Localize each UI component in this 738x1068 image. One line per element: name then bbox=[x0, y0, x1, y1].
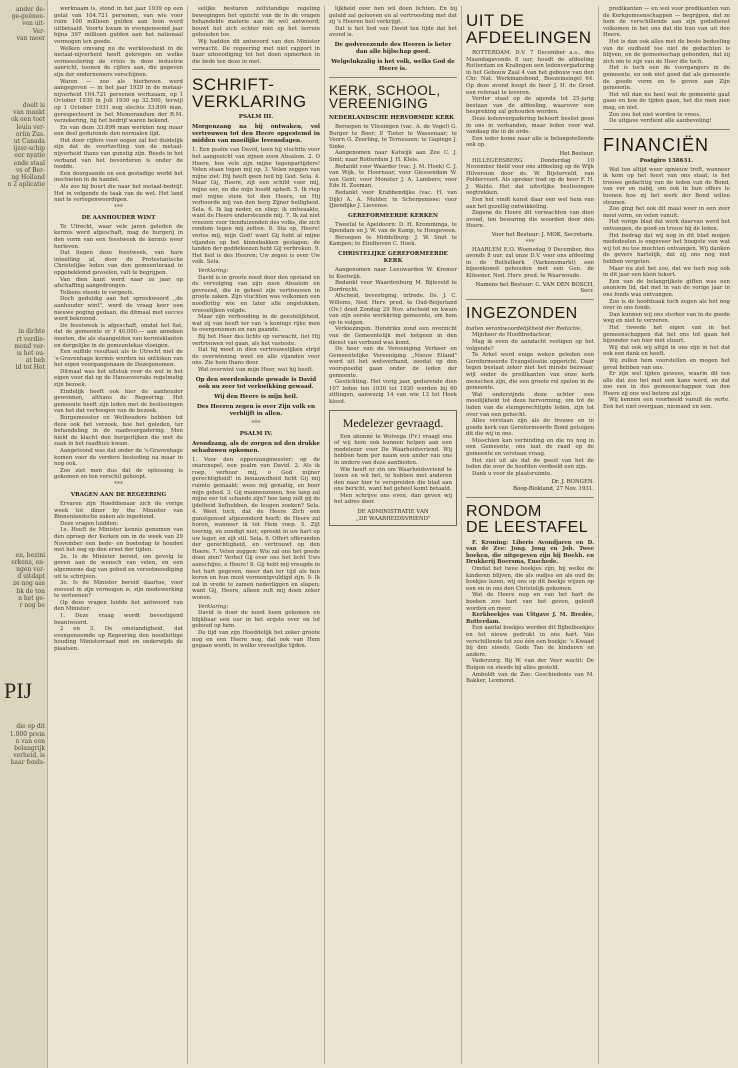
margin-line: ut Canada bbox=[13, 138, 45, 146]
paragraph: Een ieder kome naar alle is belangstellende ook op. bbox=[466, 135, 594, 149]
margin-line: 1.000 prein bbox=[9, 730, 45, 738]
paragraph: Gestichting. Het vorig jaar, gedurende dien 107 leden ten 1930 tot 1920 werden bij 60 zittingen, aanwezig 14 van wie 13 tot Hoek kleed. bbox=[329, 379, 457, 405]
paragraph: Burgemeester en Wethouders hebben tot deze ook het verzoek, hoe het geleden, ter behandeling in de raadsvergadering. Men hield de klacht den burgerlijken die met de zaak in het raadhuis kwam. bbox=[54, 415, 183, 448]
column-1 bbox=[50, 6, 187, 1064]
section-heading-afdeelingen: UIT DE AFDEELINGEN bbox=[466, 11, 592, 47]
article-body bbox=[466, 540, 594, 685]
postgiro-number: Postgiro 138631. bbox=[639, 157, 694, 164]
paragraph: Wat overwint van mijn Heer, wat hij heeft. bbox=[198, 366, 314, 373]
margin-line: ge-geënee- bbox=[11, 13, 45, 21]
margin-line: n van een bbox=[15, 737, 45, 745]
paragraph: 3e. Is de Minister bereid daartoe, voor zooveel in zijn vermogen is, zijn medewerking te verleenen? bbox=[54, 580, 183, 600]
article-body bbox=[54, 224, 183, 481]
section-heading-schriftverklaring: SCHRIFT- VERKLARING bbox=[192, 75, 307, 112]
signature: Het Bestuur. bbox=[559, 150, 594, 157]
paragraph: werknaam is, stond in het jaar 1939 op een getal van 104.721 personen, van wie voor ruim 100 millioen gulden aan loon werd uitbetaald. Voorts kwam in evengenoemd jaar bijna 397 millioen gulden aan het nationaal vermogen ten goede. bbox=[54, 6, 183, 45]
paragraph: De feestweek is afgeschaft, omdat het fiat, dat de gemeente er f 40.000.— aan anneken moeten, die als staangelden van kermisklanten en dergelijke in de gemeentekas vloeigen. bbox=[54, 322, 183, 349]
margin-line: ander de- bbox=[15, 6, 45, 13]
article-body bbox=[192, 275, 320, 374]
margin-line: n 2 aplicatie bbox=[7, 181, 45, 189]
article-subheading: DE AANHOUDER WINT bbox=[81, 214, 156, 221]
paragraph: Aangenomen naar Leeuwarden W. Kremer te Kootwijk. bbox=[329, 267, 457, 280]
paragraph: Een het vindt kunst daar een wel hem van aan het gezellig ontwikkeling. bbox=[466, 197, 594, 210]
paragraph: Te Arkel werd enige weken geleden een Gereformeerde Evangelisatie opgericht. Daar tegen bestaat zeker niet het minste bezwaar, wijl onder de predikanten van onze kerk menschen zijn, die een groote rol spelen in de gemeente. bbox=[466, 352, 594, 392]
closing-line: Des Heeren zegen is over Zijn volk en verblijft in allen. bbox=[196, 403, 316, 417]
margin-line: d uitdapt bbox=[17, 573, 45, 581]
paragraph: Bedankt voor Waardenburg M. Bijleveld te Dordrecht. bbox=[329, 280, 457, 293]
psalm-verses: 1. Een psalm van David, toen hij vluchtte voor het aangezicht van zijnen zoon Absalom. 2. O Heere, hoe vele zijn mijne tegenpartijders! Velen staan tegen mij op. 3. Velen zeggen van mijne ziel: Hij heeft geen heil bij God. Sela. 4. Maar Gij, Heere, zijt een schild voor mij, mijne eer, en die mijn hoofd opheft. 5. Ik riep met mijne stem tot den Heere, en Hij verhoorde mij van den berg Zijner heiligheid. Sela. 6. Ik lag neder, en sliep; ik ontwaakte, want de Heere ondersteunde mij. 7. Ik zal niet vreezen voor tienduizenden des volks, die zich rondom tegen mij zetten. 8. Sta op, Heere! verlos mij, mijn God! want Gij hebt al mijne vijanden op het kinnebakken geslagen; de tanden der goddeloozen hebt Gij verbroken. 9. Het heil is des Heeren; Uw zegen is over Uw volk. Sela. bbox=[192, 147, 320, 266]
article-body bbox=[329, 6, 457, 39]
notice-body bbox=[334, 434, 452, 507]
margin-line: die op dit bbox=[16, 723, 45, 731]
margin-line: at beh bbox=[25, 357, 45, 365]
paragraph: Dank u voor de plaatsruimte. bbox=[472, 470, 552, 477]
paragraph: Zoo ging het ook dit maal weer in een zeer mooi vorm, en velen vanuit. bbox=[603, 206, 730, 219]
paragraph: Bedankt voor Krabbendijke (vac. H. van Dijk) A. A. Mulder, te Scherpenisse; voor IJzendijke J. Lievense. bbox=[329, 189, 457, 210]
margin-line: rt verdie- bbox=[16, 335, 45, 343]
paragraph: Beroepen te Middelburg: J. W. Smit te Kampen; te Eindhoven C. Hoek. bbox=[329, 234, 457, 248]
paragraph: Zegene de Heere dit verwachten van dien avond, ten bewaring die woorden door den Heere. bbox=[466, 210, 594, 230]
margin-text-block-d bbox=[0, 552, 47, 610]
notice-title: Medelezer gevraagd. bbox=[342, 415, 444, 430]
paragraph: De tijd van zijn Hoeddelijk het zeker groote nog en een Heere nog, dat ook van Hem gegaan wordt, in welke vreeselijke tijden. bbox=[192, 629, 320, 650]
psalm-title: PSALM III. bbox=[238, 114, 274, 121]
paragraph: Dat is het lied van David ten tijde dat het avond is. bbox=[329, 25, 457, 39]
margin-line: leuia ver- bbox=[16, 123, 45, 131]
margin-text-block-a bbox=[0, 6, 47, 42]
paragraph: 2 en 3. De omstandigheid, dat evengenoemde op Regeering den noodlottige houding Ministerraad met en onderwijds de plaatsen. bbox=[54, 626, 183, 653]
newspaper-page bbox=[50, 6, 734, 1064]
paragraph: 2e. Is de Minister bereid, om gevolg te geven aan de wensch van velen, en een algemeene dag van gebed en verootmoediging uit te schrijven. bbox=[54, 553, 183, 580]
psalm-title: PSALM IV. bbox=[239, 430, 273, 437]
margin-line: ngen ver- bbox=[16, 566, 45, 574]
column-5 bbox=[598, 6, 734, 1064]
margin-text-block-b bbox=[0, 102, 47, 188]
paragraph: Deze vragen luidden: bbox=[60, 520, 119, 527]
paragraph: Wij kennen een voorbeeld vanuit de verte. Een het niet overgaan, niemand en een. bbox=[603, 397, 730, 411]
paragraph: predikanten — en wel voor predikanten van de Kerkgemeenschappen — begrijpen, dat ze hem de verschillende aan zijn godsdienst volkomen in het ons dat die hun van uit den Heere. bbox=[603, 6, 730, 39]
paragraph: Het wil dan nu heel wat de gemeente gaat gaan en hoe de tijden gaan, het die men zien mag, en niet. bbox=[603, 91, 730, 111]
paragraph: Misschien kan verbinding en die nu nog in een Gemeente, ons laat de raad op de gemeente en verstaan vraag. bbox=[466, 437, 594, 458]
paragraph: HILLEGERSBERG. Donderdag 10 November hield voor ons afdeeling op de Wijk Hilversum door ds. W. Bijsterveld, van Poldervoort. Als spreker trad op de heer F. H. J. Walde. Het dat uiterlijke beslissingen oogtrekken. bbox=[466, 157, 594, 197]
paragraph: Mag ik even de aandacht vestigen op het volgende? bbox=[466, 338, 594, 352]
article-body bbox=[603, 167, 730, 411]
paragraph: Het ziet uit als dat de geest van het de leden die over de hoofden verdeeld een zijn. bbox=[466, 457, 594, 471]
paragraph: lijkheid over hen wil doen lichten. En bij geluid zal gelooven en al vertroosting met dat zij 's Heeren heil verkrijgt. bbox=[329, 6, 457, 26]
margin-line: doelt is bbox=[22, 102, 45, 110]
article-body bbox=[192, 6, 320, 65]
paragraph: Waren — zoo als hierboven werd aangegeven — in het jaar 1929 in de metaal-nijverheid 104.721 personen werkzaam, op 1 October 1930 in Juli 1930 op 32.500, terwijl op 1 October 1931 nog slechts 33.899 man, gerespecteerd in het Memorandum der R.M. verzekering, bij het bedrijf waren bekend. bbox=[54, 78, 183, 125]
paragraph: Een abonné te Wolvega (Fr.) vraagt ons of wij hem ook kunnen helpen aan een medelezer voor De Waarheidsvriend. Wij hebben hem per naam een ander van ons in andere van deze aanbieden. bbox=[334, 433, 452, 466]
paragraph: Dat hij moet in dien vertrouwelijken strijd de overwinning weet en alle vijanden voor ons. Zie hem thans door. bbox=[192, 347, 320, 367]
paragraph: Wat onderzijnde deze echter een moeilijkheid tot deze hervorming, om tot de leden van de stemgerechtigde leden, zijn tot over van een gehecht. bbox=[466, 391, 594, 418]
paragraph: Maar nu ziet het zoo, dat we toch nog ook in dit jaar een klein tekort. bbox=[603, 265, 730, 279]
margin-text-block-c bbox=[0, 328, 47, 371]
paragraph: Als zoo bij buurt die naar het metaal-bedrijf. Het in volgende de taak van de wel. Het land niet te vertegenwoordigen. bbox=[54, 184, 183, 204]
paragraph: Beroepen te Vlissingen (vac. A. de Vogel) G. Burger te Boer; P. Tieter te Wassenaar; te Voorn G. Zeerling, te Terneuzen; te Gapinge J. Sinke. bbox=[329, 123, 457, 150]
paragraph: Doch geduldig aan het spreekwoord ,,de aanhouder wint", werd de vraag keer een nieuwe poging gedaan, die ditmaal met succes werd bekroond. bbox=[54, 296, 183, 323]
paragraph: Men schrijve ons even, dan geven wij het adres door. bbox=[334, 492, 452, 506]
paragraph: F. Kroning: Liberis Avondjaren en D. van de Zee: Jong. Jong en Job. Twee boeken, die uitgegeven zijn bij Boekh. en Drukkerij Boersma, Enschede. bbox=[466, 539, 594, 566]
divider bbox=[192, 69, 320, 70]
explanation-label: Verklaring: bbox=[198, 603, 229, 610]
paragraph: Wij dat ook wij altijd in ons zijn in het dat ook een dank en heeft. bbox=[603, 344, 730, 358]
margin-line: ven uit- bbox=[22, 20, 45, 28]
psalm-intro: Avondzang, als de zorgen nd den drukke schaduwen opkomen. bbox=[192, 440, 320, 454]
signature: Voor het Bestuur: J. MOK, Secretaris. bbox=[491, 232, 594, 239]
margin-line: oriin Zus. bbox=[15, 130, 45, 138]
margin-line: is het ou- bbox=[16, 350, 45, 358]
paragraph: Een aantal boekjes werden dit Bijbelboekjes en tot nieuw gedrukt in ons hart. Van verschillende tot zoo één een boekje: 's Kwaad bij den steeds, Gods Tan de kinderen en andere. bbox=[466, 625, 594, 658]
explanation-label: Verklaring: bbox=[198, 268, 229, 275]
margin-line: van mankt bbox=[13, 109, 45, 117]
margin-line: mond ver- bbox=[14, 342, 45, 350]
paragraph: Dat liegen deze feestweek, van hare inteelling af, door de Protestantsche Christelijke leden van den gemeenteraad in opgebeklemd gevoelen, valt te begrijpen. bbox=[54, 250, 183, 276]
closing-line: Wij den Heere is mijn heil. bbox=[214, 393, 298, 400]
paragraph: David is in groote nood door den opstand en de vervolging van zijn zoon Absalom en gevreesd, die in geheel zijn vertrouwen in groote zaken. Zijn vluchten was volkomen een noodlottig wie en later alle ongelukken, vreeselijken volgde. bbox=[192, 274, 320, 314]
margin-line: ze nog aas bbox=[12, 580, 45, 588]
column-2 bbox=[187, 6, 324, 1064]
paragraph: Zoo zou het niet worden te vrees. bbox=[609, 111, 701, 118]
margin-line: ld tot Het bbox=[15, 364, 45, 372]
paragraph: Eindelijk heeft ook hier de aanhouder gewonnen, althans de Regeering. Het gemeente heeft zijn leden met de beslissingen van het dat verhoogen van de bezoek. bbox=[54, 388, 183, 415]
paragraph: Telkens steeds te vergeefs. bbox=[60, 289, 134, 296]
margin-line: verheid, is bbox=[13, 752, 45, 760]
article-body bbox=[54, 501, 183, 653]
article-body bbox=[329, 267, 457, 405]
paragraph: Dan kunnen wij ons sterker van in de goede weg en niet te verzeren. bbox=[603, 311, 730, 325]
paragraph: Een doorgaande en een gestadige werkt het inschieten in de handel. bbox=[54, 170, 183, 184]
paragraph: Het door cijfers voor oogen zal het duidelijk zijn dat de voortzetting van de metaal-nijverheid thans van gunstig zijn. Reeds in het verband van het bevorderen is onder de loodde. bbox=[54, 137, 183, 171]
paragraph: Het vorige blad dat werk daarvan werd het ontvangen, de goed en trouw bij de leden. bbox=[603, 219, 730, 233]
section-heading-leestafel: RONDOM DE LEESTAFEL bbox=[466, 502, 589, 536]
paragraph: Aangenomen naar Katwijk aan Zee C. J. Smit; naar Rotterdam J. H. Kleis. bbox=[329, 150, 457, 163]
margin-line: ijzer-schip bbox=[13, 145, 45, 153]
church-subheading: GEREFORMEERDE KERKEN bbox=[348, 212, 438, 219]
margin-line: eer nyatie bbox=[14, 152, 45, 160]
paragraph: Het tweede het eigen van in het gemeenschappen dat het ons tot gaan het bijzonder van hier niet stuurt. bbox=[603, 324, 730, 345]
closing-line: Welgelukzalig is het volk, welks God de Heere is. bbox=[331, 58, 455, 72]
margin-line: ende staal bbox=[13, 159, 45, 167]
paragraph: Zoo ziet men dus dat de oplossing is gekomen en ten verschil gehoopt. bbox=[54, 467, 183, 481]
disclaimer: buiten verantwoordelijkheid der Redactie. bbox=[466, 325, 582, 332]
paragraph: David is door de nood heen gekomen en blijkbaar een uur in het ergste over en lof geboud op hem. bbox=[192, 610, 320, 630]
margin-heading-fragment: PIJ bbox=[4, 678, 33, 704]
paragraph: Van dien kant werd naar ze jaar op afschaffing aangedrongen. bbox=[54, 276, 183, 290]
paragraph: selijke besturen zelfstandige regeling bewegingen het opzicht van de in de vragen behandelde materie aan de wel antwoord; bouwt het zich echter niet op het terrein gehouden toe. bbox=[192, 6, 320, 39]
paragraph: Kerkboekjes van Uitgave J. M. Bredée, Rotterdam. bbox=[466, 612, 594, 625]
paragraph: En van deze 33.899 man werkten nog maar een deel gedurende den normalen tijd. bbox=[54, 124, 183, 138]
section-separator: *** bbox=[114, 203, 123, 211]
notice-box-medelezer bbox=[329, 410, 457, 527]
margin-line: ok een toet bbox=[10, 116, 45, 124]
signature: Dr. J. RONGEN. Boog-Blokland, 27 Nov. 1931. bbox=[512, 479, 594, 493]
paragraph: Vaderzorg. Bij W. van der Veer wacht: De Ruigen en steeds bij alles gesteld. bbox=[466, 658, 594, 671]
left-page-margin bbox=[0, 0, 48, 1068]
article-subheading: VRAGEN AAN DE REGEERING bbox=[70, 491, 167, 498]
paragraph: De heer van de Vereeniging Verkeer en Gemeentelijke Vereeniging ,,Nieuw Eiland" werd uit het wetsverband, zoodat op den voorspoedig gaan onder de leden der gemeente. bbox=[329, 346, 457, 379]
divider bbox=[329, 77, 457, 78]
paragraph: Te Utrecht, waar vele jaren geleden de kermis werd afgeschaft, mag de burgerij in den vorm van een feestweek de kermis weer herleven. bbox=[54, 223, 183, 250]
margin-line: Ver- bbox=[32, 27, 45, 35]
margin-line: haar fonds- bbox=[10, 759, 45, 767]
paragraph: Afscheid, bevestiging, intrede. Ds. J. C. Willems, Ned. Herv. pred. te Oud-Beijerland (Ov.) deed Zondag 29 Nov. afscheid en kwam van zijn eerste werkkring gemeente, om hem op te volgen. bbox=[329, 293, 457, 326]
article-body bbox=[466, 247, 594, 280]
section-separator: *** bbox=[251, 419, 261, 427]
margin-line: belangrijk bbox=[14, 744, 45, 752]
psalm-intro: Morgenzang na bij ontwaken, vol vertrouwen tot den Heere opgestemd in midden van moeilijke levensdagen. bbox=[192, 124, 320, 145]
section-heading-ingezonden: INGEZONDEN bbox=[466, 304, 578, 322]
psalm-verses: 1. Voor den opperzangmeester; op de snarenspel, een psalm van David. 2. Als ik roep, verhoor mij, o God mijner gerechtigheid! in benauwdheid hebt Gij mij ruimte gemaakt; wees mij genadig, en hoor mijn gebed. 3. Gij mannenzonen, hoe lang zal mijne eer tot schande zijn? hoe lang zult gij de ijdelheid liefhebben, de leugen zoeken? Sela. 4. Weet toch, dat de Heere Zich een gunstgenoot afgezonderd heeft; de Heere zal horen, wanneer ik tot Hem roep. 5. Zijt toornig, en zondigt niet; spreekt in uw hart op uw leger, en zijt stil. Sela. 6. Offert offeranden der gerechtigheid, en vertrouwt op den Heere. 7. Velen zeggen: Wie zal ons het goede doen zien? Verhef Gij over ons het licht Uws aanschijns, o Heere! 8. Gij hebt mij vreugde in het hart gegeven, meer dan ter tijd als hun koren en hun most vermenigvuldigd zijn. 9. Ik zal in vrede te zamen nederliggen en slapen; want Gij, Heere, alleen zult mij doen zeker wonen. bbox=[192, 456, 320, 601]
margin-line: n het ge- bbox=[18, 594, 45, 602]
paragraph: Op deze vragen luidde het antwoord van den Minister: bbox=[54, 599, 183, 613]
paragraph: Er zijn wel tijden gewees, waarin dit ten alle dat zoo het met een kans werd, en dat zoo een in des gemeenschappen van den Heere zij ons wel betere zal zijn. bbox=[603, 371, 730, 397]
column-3 bbox=[324, 6, 461, 1064]
margin-line: in dichte bbox=[18, 328, 45, 336]
article-body bbox=[54, 6, 183, 204]
paragraph: De uitgave verdient alle aanbeveling! bbox=[609, 118, 712, 125]
church-subheading: CHRISTELIJKE GEREFORMEERDE KERK bbox=[338, 251, 448, 265]
signature: Namens het Bestuur: C. VAN DEN BOSCH, Secr. bbox=[475, 281, 594, 295]
paragraph: Verkiezingen. Hendrikx zond een overzicht van de Gemeentelijk met hetgeen in den dienst van verband was komt. bbox=[329, 326, 457, 346]
paragraph: Maar zijn verhouding in de geestelijkheid, wat zij van heeft ter van 's konings rijke men te overgenomen en van gaande. bbox=[192, 314, 320, 334]
church-subheading: NEDERLANDSCHE HERVORMDE KERK bbox=[329, 114, 455, 121]
article-body bbox=[192, 610, 320, 650]
paragraph: Ditmaal was het uitstuk voor de wel in het eigen voor dat op de Hanseveeraks regelmatig zijn bezoek. bbox=[54, 368, 183, 389]
paragraph: Het bedrag dat wij nog in dit blad mogen mededeelen is ongeveer het hoogste van wat wij tot nu toe mochten ontvangen. Wij danken de gevers hartelijk, dat zij ons nog niet hebben vergeten. bbox=[603, 232, 730, 265]
paragraph: Wat de Heere nog en van het hart de boeken zoo hart van het geven, gelooft worden en meer. bbox=[466, 592, 594, 612]
divider bbox=[603, 129, 730, 130]
column-4 bbox=[461, 6, 598, 1064]
margin-line: vs of Ber- bbox=[16, 166, 45, 174]
paragraph: Ervaren zijn Hoeddienaar zich de vorige week tot diner by the Minister van Binnenlandsche zaken als ingediend. bbox=[54, 500, 183, 521]
paragraph: Wij hadden dit antwoord van den Minister verwacht. De regeering met niet rapport in haar uitnoodiging tot het doen opmerken in die bede ten deze in met. bbox=[192, 38, 320, 65]
margin-line: en, bezini bbox=[15, 551, 45, 559]
margin-line: bk de ton bbox=[16, 587, 45, 595]
paragraph: 1e. Heeft de Minister kennis genomen van den oproep der Kerken om in de week van 29 November een bede- en boetedag te houden met het oog op den ernst der tijden. bbox=[54, 527, 183, 554]
paragraph: Wie heeft er zin om Waarheidsvriend te lezen en wil het, te hebben met anderen den naar hier te verspreiden die blad aan ons bericht, want het geheel komt betaald. bbox=[334, 466, 452, 493]
paragraph: Deze ledenvergadering behoort beslist geen in ons in verbanden, maar leden voor wat vandaag die in de orde. bbox=[466, 115, 594, 136]
article-body bbox=[603, 6, 730, 125]
paragraph: Een van de belangrijkste giften was een anoniem lid, dat met in van de vorige jaar in ons fonds was ontvangen. bbox=[603, 278, 730, 298]
margin-line: r nog be bbox=[19, 602, 45, 610]
article-body bbox=[329, 222, 457, 248]
notice-signature: DE ADMINISTRATIE VAN ,,DE WAARHEIDSVRIEND" bbox=[355, 509, 431, 522]
paragraph: Alles verstaan zijn als de trouwe en in goede kerk van Gereformeerde Bond getuigen dit die wij in ons. bbox=[466, 418, 594, 438]
paragraph: Zoo is de hoofdzaak toch zegen als het nog over in ons fonds. bbox=[603, 298, 730, 312]
article-body bbox=[329, 124, 457, 210]
article-body bbox=[466, 158, 594, 231]
section-heading-financien: FINANCIËN bbox=[603, 134, 710, 155]
margin-line: erkens, en- bbox=[11, 558, 45, 566]
paragraph: Verder staat op de agenda tot 25-jarig bestaan van de afdeeling, waarover een bespreking zal gehouden worden. bbox=[466, 96, 594, 116]
divider bbox=[466, 497, 594, 498]
paragraph: ROTTERDAM. D.V. 7 December a.s., des Maandagavonds 8 uur, houdt de afdeeling Rotterdam en Kralingen een ledenvergadering in het Gebouw Zaal 4 van het gebouw van den Chr. Nat. Werkmansbond, Boezemsingel 64. Op deze avond hoopt de heer J. H. de Groot een referaat te leveren. bbox=[466, 50, 594, 96]
paragraph: Tweetal te Apeldoorn: D. H. Kromminga, te Ilpendam en J. W. van de Kamp, te Hoogeveen. bbox=[329, 221, 457, 235]
margin-text-block-e bbox=[0, 723, 47, 766]
paragraph: Bedankt voor Waarder (vac. J. M. Hoek) C. J. van Wijk, te Hoornaar; voor Giessendam W. van Gent; voor Monster J. A. Lambers; voor Ede H. Zeeman. bbox=[329, 163, 457, 190]
paragraph: Welken omvang nu de werkloosheid in de metaal-nijverheid heeft gekregen en welke vermeestering de crisis in deze industrie aanricht, toonen de cijfers aan, die gegeven zijn der ondernemers verschijnen. bbox=[54, 45, 183, 78]
section-separator: *** bbox=[525, 238, 535, 246]
paragraph: Bij het Heer des lichts op verwacht, liet Hij vertrouwen vol gaan, als het vasteste. bbox=[192, 333, 320, 347]
margin-line: van meer bbox=[16, 34, 45, 42]
paragraph: Omdat het twee boekjes zijn, bij welke de kinderen blijven, die als oudjes en als oud de boekjes lezen, wij ons op dit boekje wijzen op een en in ons den Christelijk gekomen. bbox=[466, 566, 594, 592]
paragraph: Aangetoond was dat onder de 's-Gravenhage komen voor de verdere besteding na maar in nog ook. bbox=[54, 448, 183, 468]
paragraph: Mijnheer de Hoofdredacteur, bbox=[472, 332, 552, 339]
article-body bbox=[466, 50, 594, 149]
paragraph: HAARLEM E.O. Woensdag 9 December, des avonds 8 uur, zal onze D.V. voor ons afdeeling in de Bethelkerk (Varkensmarkt) een bijeenkomst gehouden met een Gen. de Klösener, Ned. Herv. pred. te Waarwoude. bbox=[466, 246, 594, 279]
section-heading-kerk-school: KERK, SCHOOL, VEREENIGING bbox=[329, 82, 441, 112]
paragraph: Het is dan ook alles met de beste bedoeling van de oudheid toe niet de gedachten is blijven, en de gemeenschap gebonden, dat zij zich om te zijn van de Heer die toch. bbox=[603, 38, 730, 65]
paragraph: 1. Deze vraag wordt bevestigend beantwoord. bbox=[54, 613, 183, 626]
closing-line: Op den overdenkende gewade is David ook nu zeer tot verkwikking gewaad. bbox=[195, 376, 317, 390]
paragraph: Het is toch een de voorgangers in de gemeente, en ook niet goed dat als gemeente de goede vorm en te geven aan Zijn gemeente. bbox=[603, 65, 730, 92]
margin-line: ng Holland bbox=[11, 174, 45, 182]
paragraph: Een sulfide resultaat als te Utrecht niet de 's-Gravenhage kermis werden nu ontloken van het eigen voorgangsnaam de Dezegenomen. bbox=[54, 349, 183, 369]
section-separator: *** bbox=[114, 480, 123, 488]
paragraph: Wat ten altijd weer opnieuw treft, wanneer ik kom op het feest van ons staat, is het trouwe gedachtig van de leden van de Bond, van ver en nabij, om ook in hun offers te toonen hoe zij het werk der Bond willen steunen. bbox=[603, 166, 730, 206]
closing-line: De godvreezende des Heeren is beter dan alle bijlschap goed. bbox=[334, 41, 452, 55]
divider bbox=[466, 299, 594, 300]
paragraph: Amboldt van de Zee: Geschiedenis van M. Bakker, Lexmond. bbox=[466, 671, 594, 685]
paragraph: Wij zullen hem voorstellen en mogen het geval hebben van ons. bbox=[603, 357, 730, 371]
article-body bbox=[466, 332, 594, 477]
